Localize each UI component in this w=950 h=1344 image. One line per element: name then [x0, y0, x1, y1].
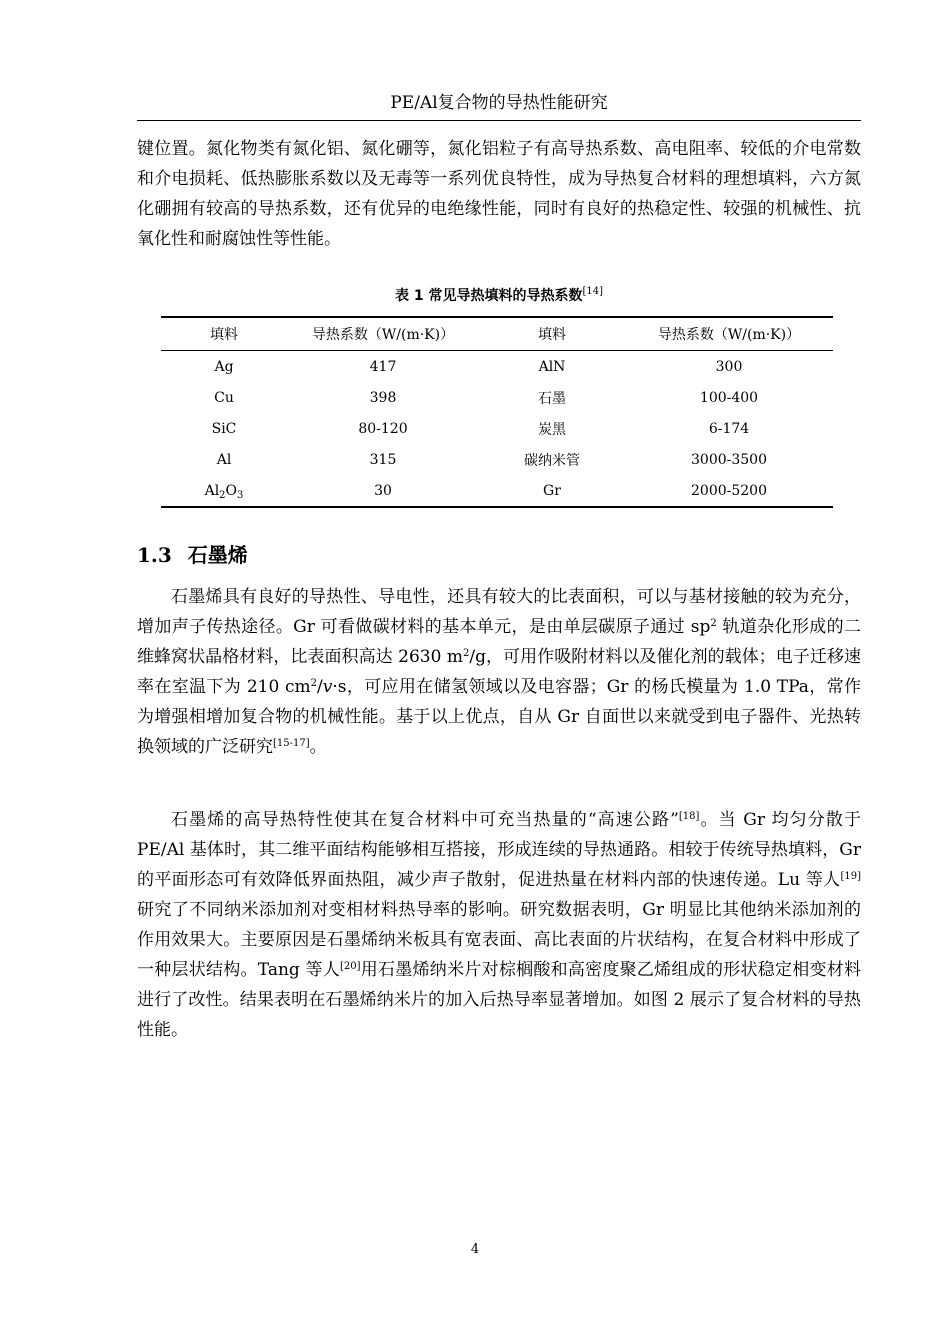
graphene-paragraph-2: 石墨烯的高导热特性使其在复合材料中可充当热量的“高速公路”[18]。当 Gr 均匀分散于 PE/Al 基体时，其二维平面结构能够相互搭接，形成连续的导热通路。相较于传统导热填料，Gr 的平面形态可有效降低界面热阻，减少声子散射，促进热量在材料内部的快速传递。Lu 等人[19]研究了不同纳米添加剂对变相材料热导率的影响。研究数据表明，Gr 明显比其他纳米添加剂的作用效果大。主要原因是石墨烯纳米板具有宽表面、高比表面的片状结构，在复合材料中形成了一种层状结构。Tang 等人[20]用石墨烯纳米片对棕榈酸和高密度聚乙烯组成的形状稳定相变材料进行了改性。结果表明在石墨烯纳米片的加入后热导率显著增加。如图 2 展示了复合材料的导热性能。 [137, 810, 862, 1040]
header-filler-b: 填料 [538, 327, 566, 343]
cell-value-b: 6-174 [708, 420, 750, 437]
table-caption [137, 286, 861, 306]
citation-ref: [18] [678, 811, 700, 822]
cell-value-b: 300 [715, 358, 743, 375]
cell-filler-b: 碳纳米管 [524, 452, 580, 469]
cell-value-a: 30 [374, 482, 392, 499]
header-conductivity-a: 导热系数（W/(m·K)） [311, 327, 455, 343]
section-heading [137, 540, 861, 570]
cell-filler-b: 石墨 [538, 390, 566, 407]
table-caption-label: 表 1 [394, 288, 424, 304]
cell-filler-a-al2o3: $Al_2O_3$ [204, 482, 244, 501]
header-filler-a: 填料 [210, 327, 238, 343]
table-row [161, 382, 833, 413]
table-header-row [161, 317, 833, 351]
cell-value-a: 398 [369, 389, 397, 406]
table-caption-text: 常见导热填料的导热系数 [428, 288, 583, 304]
table-row [161, 413, 833, 444]
cell-value-a: 80-120 [358, 420, 408, 437]
cell-value-b: 100-400 [699, 389, 759, 406]
section-title: 石墨烯 [187, 543, 248, 567]
citation-ref: [19] [840, 871, 861, 882]
table-row [161, 475, 833, 507]
cell-value-a: 315 [369, 451, 397, 468]
header-rule [137, 120, 861, 121]
cell-filler-a: Cu [214, 389, 234, 406]
page-number: 4 [470, 1242, 480, 1257]
table-caption-ref: [14] [582, 286, 604, 297]
cell-filler-b: 炭黑 [538, 421, 566, 438]
cell-value-b: 2000-5200 [691, 482, 767, 499]
intro-paragraph: 键位置。氮化物类有氮化铝、氮化硼等，氮化铝粒子有高导热系数、高电阻率、较低的介电常数和介电损耗、低热膨胀系数以及无毒等一系列优良特性，成为导热复合材料的理想填料，六方氮化硼拥有较高的导热系数，还有优异的电绝缘性能，同时有良好的热稳定性、较强的机械性、抗氧化性和耐腐蚀性等性能。 [137, 139, 861, 249]
cell-filler-a: Al [216, 451, 232, 468]
header-conductivity-b: 导热系数（W/(m·K)） [657, 327, 801, 343]
running-header: PE/Al复合物的导热性能研究 [390, 93, 608, 113]
table-row [161, 444, 833, 475]
citation-ref: [20] [339, 961, 361, 972]
cell-filler-b: AlN [538, 358, 566, 375]
cell-filler-a: SiC [211, 420, 237, 437]
cell-value-b: 3000-3500 [691, 451, 767, 468]
citation-ref: [15-17] [273, 738, 310, 749]
cell-value-a: 417 [369, 358, 397, 375]
section-number: 1.3 [137, 543, 172, 567]
cell-filler-b: Gr [543, 482, 561, 499]
table-row [161, 351, 833, 383]
cell-filler-a: Ag [214, 358, 234, 375]
graphene-paragraph-1: 石墨烯具有良好的导热性、导电性，还具有较大的比表面积，可以与基材接触的较为充分，增加声子传热途径。Gr 可看做碳材料的基本单元，是由单层碳原子通过 $sp^2$ 轨道杂化形成的二维蜂窝状晶格材料，比表面积高达 2630 $m^2/g$，可用作吸附材料以及催化剂的载体；电子迁移速率在室温下为 210 $cm^2/v\cdot s$，可应用在储氢领域以及电容器；Gr 的杨氏模量为 1.0 TPa，常作为增强相增加复合物的机械性能。基于以上优点，自从 Gr 自面世以来就受到电子器件、光热转换领域的广泛研究[15-17]。 [137, 587, 862, 757]
thermal-conductivity-table [161, 316, 833, 508]
